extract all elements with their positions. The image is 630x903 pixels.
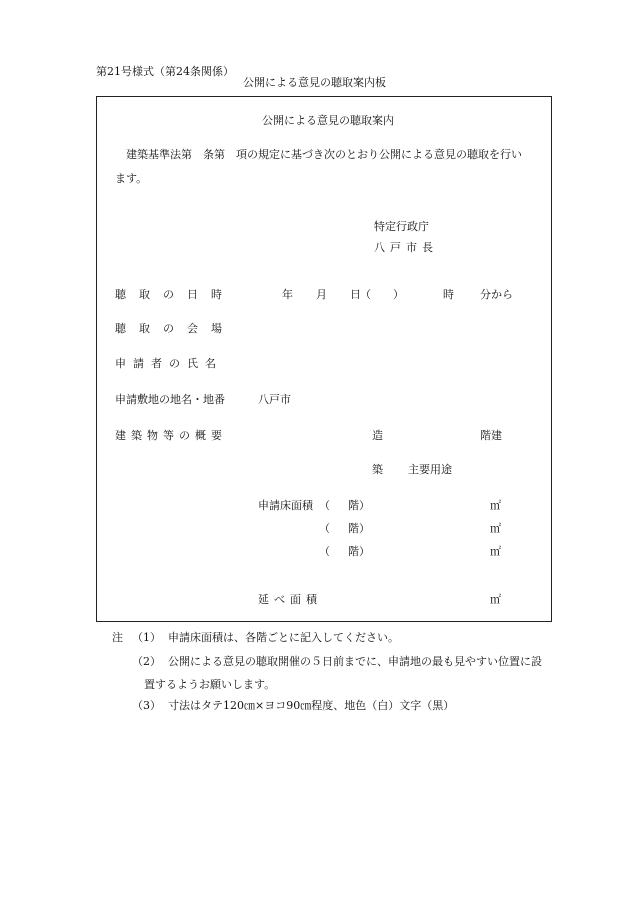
note-1-number: （1） [132, 631, 161, 644]
note-1-text: 申請床面積は、各階ごとに記入してください。 [168, 631, 399, 644]
building-label: 建築物等の概要 [115, 429, 227, 442]
form-number: 第21号様式（第24条関係） [96, 65, 234, 78]
date-day: 日 [350, 288, 361, 301]
floor-row-2-open: （ [319, 522, 330, 535]
structure-label: 造 [372, 429, 383, 442]
note-3-number: （3） [132, 699, 161, 712]
site-label: 申請敷地の地名・地番 [115, 393, 225, 406]
venue-label: 聴取の会場 [115, 322, 235, 335]
floor-row-1-area: ㎡ [490, 499, 501, 512]
board-intro-line1: 建築基準法第 条第 項の規定に基づき次のとおり公開による意見の聴取を行い [126, 148, 522, 161]
applicant-label: 申請者の氏名 [115, 357, 223, 370]
board-intro-line2: ます。 [115, 172, 148, 185]
site-value: 八戸市 [258, 393, 291, 406]
date-paren-close: ） [393, 288, 404, 301]
note-2-continued: 置するようお願いします。 [144, 678, 276, 691]
note-2-number: （2） [132, 655, 161, 668]
floor-row-2-area: ㎡ [490, 522, 501, 535]
floor-row-2-floor: 階） [348, 522, 370, 535]
date-year: 年 [282, 288, 293, 301]
floors-label: 階建 [480, 429, 502, 442]
floor-area-label: 申請床面積 [258, 499, 313, 512]
floor-row-3-floor: 階） [348, 545, 370, 558]
total-area-label: 延べ面積 [258, 593, 322, 606]
building-kind-label: 築 [372, 463, 383, 476]
board-title: 公開による意見の聴取案内 [262, 114, 394, 127]
main-use-label: 主要用途 [408, 463, 452, 476]
date-label: 聴取の日時 [115, 288, 235, 301]
date-paren-open: （ [360, 288, 371, 301]
date-minute: 分から [480, 288, 513, 301]
floor-row-3-open: （ [319, 545, 330, 558]
page-title: 公開による意見の聴取案内板 [243, 76, 386, 89]
floor-row-1-floor: 階） [348, 499, 370, 512]
note-3-text: 寸法はタテ120㎝×ヨコ90㎝程度、地色（白）文字（黒） [168, 699, 455, 712]
total-area-unit: ㎡ [490, 593, 501, 606]
floor-row-3-area: ㎡ [490, 545, 501, 558]
date-month: 月 [316, 288, 327, 301]
date-hour: 時 [443, 288, 454, 301]
mayor-name: 八戸市長 [374, 241, 438, 254]
floor-row-1-open: （ [319, 499, 330, 512]
notes-prefix: 注 [112, 631, 123, 644]
note-2-text: 公開による意見の聴取開催の５日前までに、申請地の最も見やすい位置に設 [168, 655, 542, 668]
agency-name: 特定行政庁 [374, 220, 429, 233]
